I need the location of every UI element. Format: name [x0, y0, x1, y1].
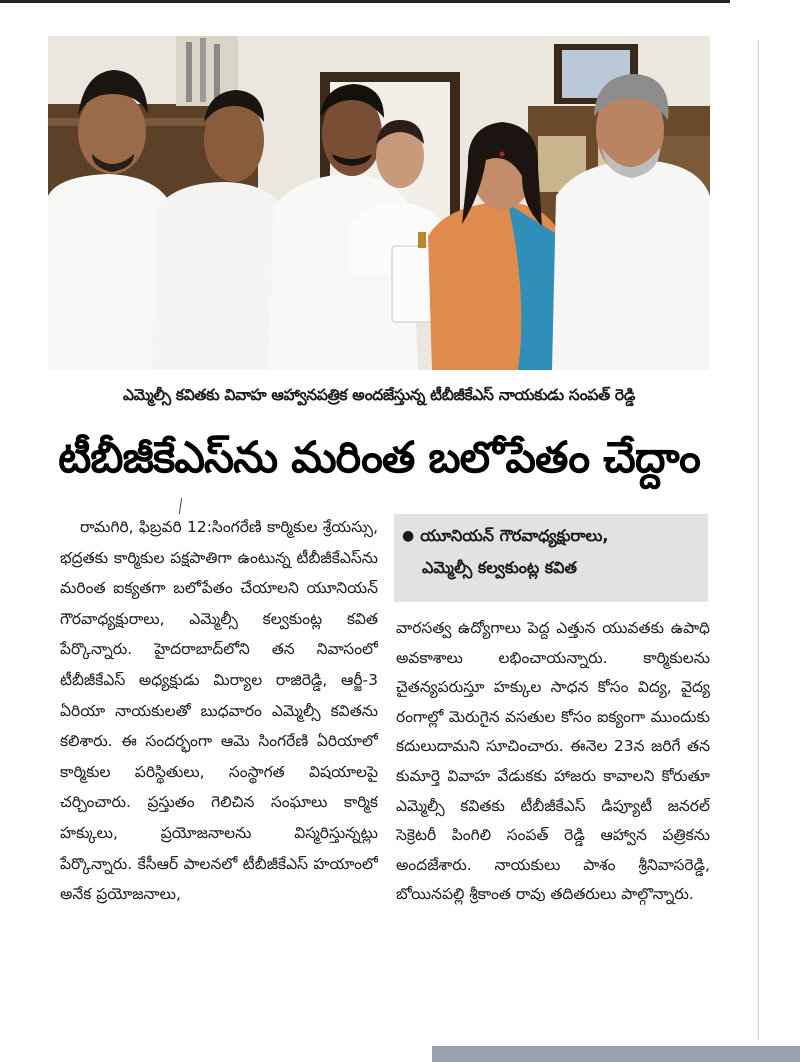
photo-caption: ఎమ్మెల్సీ కవితకు వివాహ ఆహ్వానపత్రిక అందజేస్తున్న టీబీజీకేఎస్ నాయకుడు సంపత్ రెడ్డి: [122, 386, 635, 404]
news-photo: [48, 36, 710, 370]
column-divider-rule: [758, 40, 759, 1040]
bullet-icon: ●: [402, 528, 415, 544]
article-body-left-column: [60, 512, 378, 1032]
adjacent-photo-edge: [432, 1046, 800, 1062]
highlight-box: [394, 514, 708, 602]
article-body-right-column: [396, 614, 710, 1034]
top-rule: [0, 0, 730, 3]
headline: టీబీజీకేఎస్‌ను మరింత బలోపేతం చేద్దాం: [58, 433, 700, 483]
highlight-line-2: ఎమ్మెల్సీ కల్వకుంట్ల కవిత: [422, 558, 577, 577]
article-paragraph-right: వారసత్వ ఉద్యోగాలు పెద్ద ఎత్తున యువతకు ఉపాధి అవకాశాలు లభించాయన్నారు. కార్మికులను చైతన్యపరుస్తూ హక్కుల సాధన కోసం విద్య, వైద్య రంగాల్లో మెరుగైన వసతుల కోసం ఐక్యంగా ముందుకు కదులుదామని సూచించారు. ఈనెల 23న జరిగే తన కుమార్తె వివాహ వేడుకకు హాజరు కావాలని కోరుతూ ఎమ్మెల్సీ కవితకు టీబీజీకేఎస్ డిప్యూటీ జనరల్ సెక్రెటరీ పింగిలి సంపత్ రెడ్డి ఆహ్వాన పత్రికను అందజేశారు. నాయకులు పాశం శ్రీనివాసరెడ్డి, బోయినపల్లి శ్రీకాంత రావు తదితరులు పాల్గొన్నారు.: [396, 619, 710, 904]
article-paragraph-left: రామగిరి, ఫిబ్రవరి 12:సింగరేణి కార్మికుల శ్రేయస్సు, భద్రతకు కార్మికుల పక్షపాతిగా ఉంటున్న టీబీజీకేఎస్‌ను మరింత ఐక్యతగా బలోపేతం చేయాలని యూనియన్ గౌరవాధ్యక్షురాలు, ఎమ్మెల్సీ కల్వకుంట్ల కవిత పేర్కొన్నారు. హైదరాబాద్‌లోని తన నివాసంలో టీబీజీకేఎస్ అధ్యక్షుడు మిర్యాల రాజిరెడ్డి, ఆర్జీ-3 ఏరియా నాయకులతో బుధవారం ఎమ్మెల్సీ కవితను కలిశారు. ఈ సందర్భంగా ఆమె సింగరేణి ఏరియాలో కార్మికుల పరిస్థితులు, సంస్థాగత విషయాలపై చర్చించారు. ప్రస్తుతం గెలిచిన సంఘాలు కార్మిక హక్కులు, ప్రయోజనాలను విస్మరిస్తున్నట్లు పేర్కొన్నారు. కేసీఆర్ పాలనలో టీబీజీకేఎస్ హయాంలో అనేక ప్రయోజనాలు,: [60, 518, 378, 904]
highlight-line-1: యూనియన్ గౌరవాధ్యక్షురాలు,: [420, 526, 609, 545]
